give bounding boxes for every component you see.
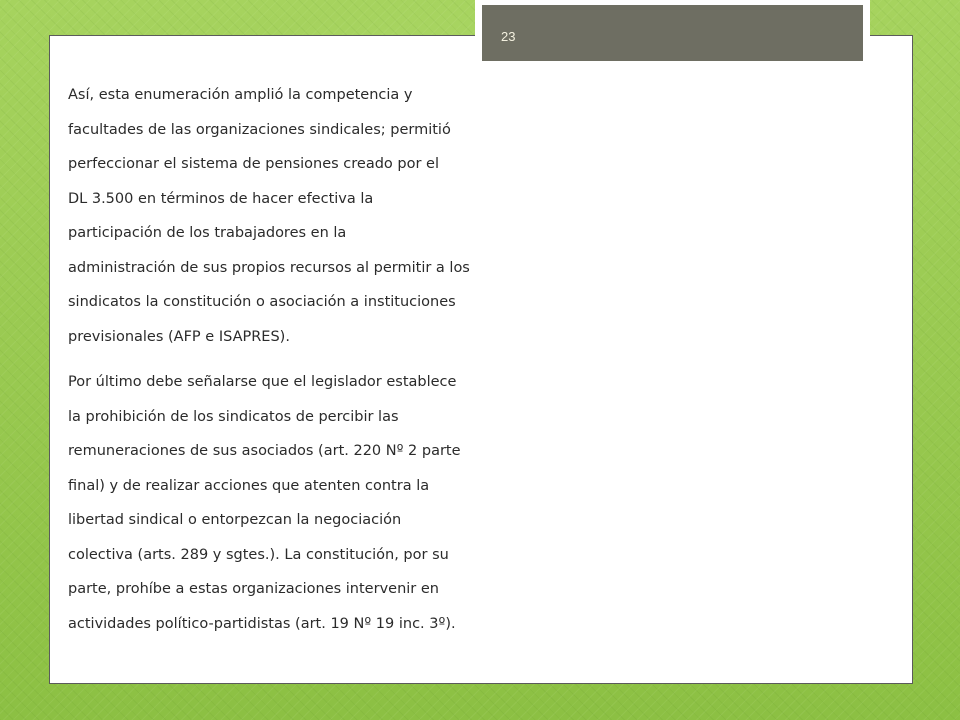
text-line: administración de sus propios recursos al permitir a los [68,259,470,276]
text-line: final) y de realizar acciones que atenten contra la [68,477,430,494]
page-number-box [482,5,863,61]
text-line: Así, esta enumeración amplió la competencia y [68,87,413,103]
text-line: perfeccionar el sistema de pensiones creado por el [68,156,440,172]
paragraph-2 [66,365,906,641]
text-line: remuneraciones de sus asociados (art. 220 Nº 2 parte [68,443,461,459]
page-number-tab [475,0,870,68]
text-line: Por último debe señalarse que el legislador establece [68,374,457,390]
paragraph-1 [66,78,906,354]
text-line: facultades de las organizaciones sindicales; permitió [68,121,451,138]
text-line: colectiva (arts. 289 y sgtes.). La constitución, por su [68,546,449,563]
text-line: previsionales (AFP e ISAPRES). [68,328,290,345]
text-line: la prohibición de los sindicatos de percibir las [68,408,399,425]
text-line: libertad sindical o entorpezcan la negociación [68,512,402,528]
text-line: sindicatos la constitución o asociación a instituciones [68,294,456,310]
text-line: actividades político-partidistas (art. 19 Nº 19 inc. 3º). [68,615,456,632]
text-line: participación de los trabajadores en la [68,225,347,241]
text-line: parte, prohíbe a estas organizaciones intervenir en [68,581,439,597]
body-text [66,78,906,641]
text-line: DL 3.500 en términos de hacer efectiva la [68,190,374,207]
page-number: 23 [501,29,516,44]
